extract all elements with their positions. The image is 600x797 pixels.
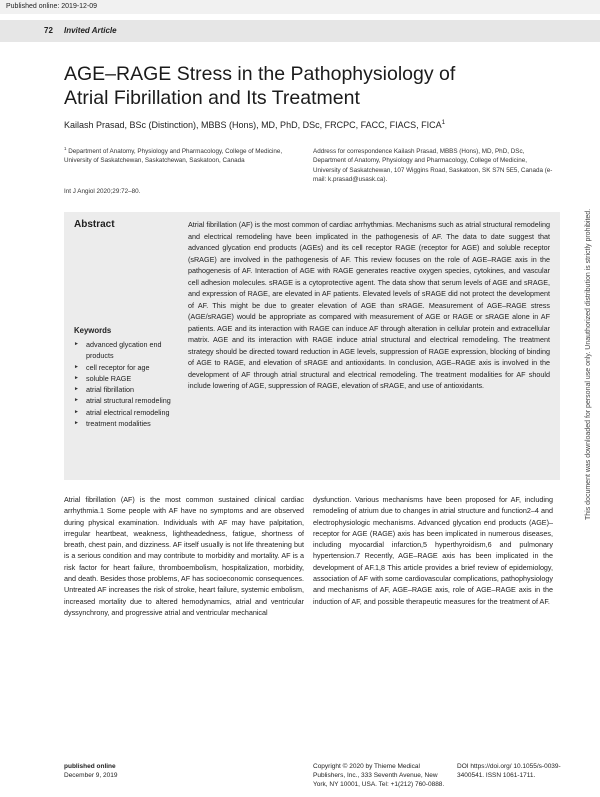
keyword-item: ► advanced glycation end products (74, 339, 184, 362)
doi-issn: DOI https://doi.org/ 10.1055/s-0039-3400541. ISSN 1061-1711. (457, 763, 561, 779)
keyword-item: ► soluble RAGE (74, 373, 184, 384)
article-title: AGE–RAGE Stress in the Pathophysiology of Atrial Fibrillation and Its Treatment (64, 63, 456, 109)
keyword-item: ► atrial electrical remodeling (74, 407, 184, 418)
published-date: December 9, 2019 (64, 772, 118, 779)
correspondence-address: Address for correspondence Kailash Prasad, MBBS (Hons), MD, PhD, DSc, Department of Anatomy, Physiology and Pharmacology, College of Medicine, University of Saskatchewan, 107 Wiggins Road, Saskatoon, SK S7N 5E5, Canada (e-mail: k.prasad@usask.ca). (313, 148, 553, 184)
page-number: 72 (44, 26, 53, 35)
keyword-item: ► cell receptor for age (74, 362, 184, 373)
published-label: published online (64, 763, 116, 770)
keywords-heading: Keywords (74, 326, 112, 335)
article-type: Invited Article (64, 26, 117, 35)
published-online-footer (64, 762, 117, 780)
published-online-text: Published online: 2019-12-09 (6, 3, 98, 10)
keywords-list (74, 339, 184, 429)
authors: Kailash Prasad, BSc (Distinction), MBBS (Hons), MD, PhD, DSc, FRCPC, FACC, FIACS, FICA (64, 120, 442, 130)
copyright-notice: Copyright © 2020 by Thieme Medical Publishers, Inc., 333 Seventh Avenue, New York, NY 10001, USA. Tel: +1(212) 760-0888. (313, 763, 445, 788)
body-column-left: Atrial fibrillation (AF) is the most common sustained clinical cardiac arrhythmia.1 Some people with AF have no symptoms and are observed during physical examination. Individuals with AF may have palpitation, irregular heartbeat, weakness, lightheadedness, fatigue, shortness of breath, chest pain, and dizziness. AF itself usually is not life threatening but is a serious condition and may contribute to morbidity and mortality. AF is a risk factor for heart failure, thromboembolism, hospitalization, morbidity, and death. Besides those problems, AF has socioeconomic consequences. Untreated AF increases the risk of stroke, heart failure, systemic embolism, increased mortality due to altered hemodynamics, atrial and ventricular dyssynchrony, and progressive atrial and ventricular mechanical (64, 495, 304, 617)
abstract-text: Atrial fibrillation (AF) is the most common of cardiac arrhythmias. Mechanisms such as atrial structural remodeling and electrical remodeling have been implicated in the pathogenesis of AF. The data to date suggest that advanced glycation end products (AGEs) and its cell receptor RAGE (receptor for AGE) and soluble receptor (sRAGE) are involved in the pathogenesis of AF. This review focuses on the role of AGE–RAGE axis in the pathogenesis of AF. Interaction of AGE with RAGE generates reactive oxygen species, cytokines, and vascular cell adhesion molecules. sRAGE is a cytoprotective agent. The data show that serum levels of AGE and sRAGE, and expression of RAGE, are elevated in AF patients. Elevated levels of sRAGE did not protect the development of AF. This might be due to greater elevation of AGE than sRAGE. Measurement of AGE–RAGE stress (AGE/sRAGE) would be appropriate as compared with measurement of AGE or RAGE or sRAGE alone in AF patients. AGE and its interaction with RAGE can induce AF through alteration in cellular protein and extracellular matrix. AGE and its interaction with RAGE induce atrial structural and electrical remodeling. The treatment strategy should be directed toward reduction in AGE levels, suppression of RAGE expression, blocking of binding of AGE to RAGE, and elevation of sRAGE and antioxidants. In conclusion, AGE–RAGE axis is involved in the development of AF through atrial structural and electrical remodeling. The treatment modalities for AF should include lowering of AGE, suppression of RAGE, elevation of sRAGE, and use of antioxidants. (188, 220, 550, 390)
journal-reference: Int J Angiol 2020;29:72–80. (64, 188, 141, 195)
keyword-item: ► atrial fibrillation (74, 384, 184, 395)
side-watermark-note: This document was downloaded for personal use only. Unauthorized distribution is strictly prohibited. (585, 208, 592, 520)
keyword-item: ► treatment modalities (74, 418, 184, 429)
keyword-item: ► atrial structural remodeling (74, 395, 184, 406)
affiliation: $^1$ Department of Anatomy, Physiology and Pharmacology, College of Medicine, University of Saskatchewan, Saskatchewan, Saskatoon, Canada (64, 145, 283, 165)
published-bar (0, 0, 600, 14)
authors-line: Kailash Prasad, BSc (Distinction), MBBS (Hons), MD, PhD, DSc, FRCPC, FACC, FIACS, FICA$^1$ (64, 119, 446, 130)
affiliation-text: Department of Anatomy, Physiology and Pharmacology, College of Medicine, University of Saskatchewan, Saskatchewan, Saskatoon, Canada (64, 148, 283, 165)
body-column-right: dysfunction. Various mechanisms have been proposed for AF, including remodeling of atrium due to changes in atrial structure and function2–4 and electrophysiologic mechanisms. Advanced glycation end products (AGE)–receptor for AGE (RAGE) axis has been implicated in numerous diseases, including myocardial infarction,5 hyperthyroidism,6 and pulmonary hypertension.7 Recently, AGE–RAGE axis has been implicated in the development of AF.1,8 This article provides a brief review of epidemiology, association of AF with some cardiovascular complications, pathophysiology and mechanisms of AF, AGE–RAGE axis, role of AGE–RAGE axis in the induction of AF, and possible therapeutic measures for the treatment of AF. (313, 495, 553, 606)
abstract-heading: Abstract (74, 219, 115, 230)
